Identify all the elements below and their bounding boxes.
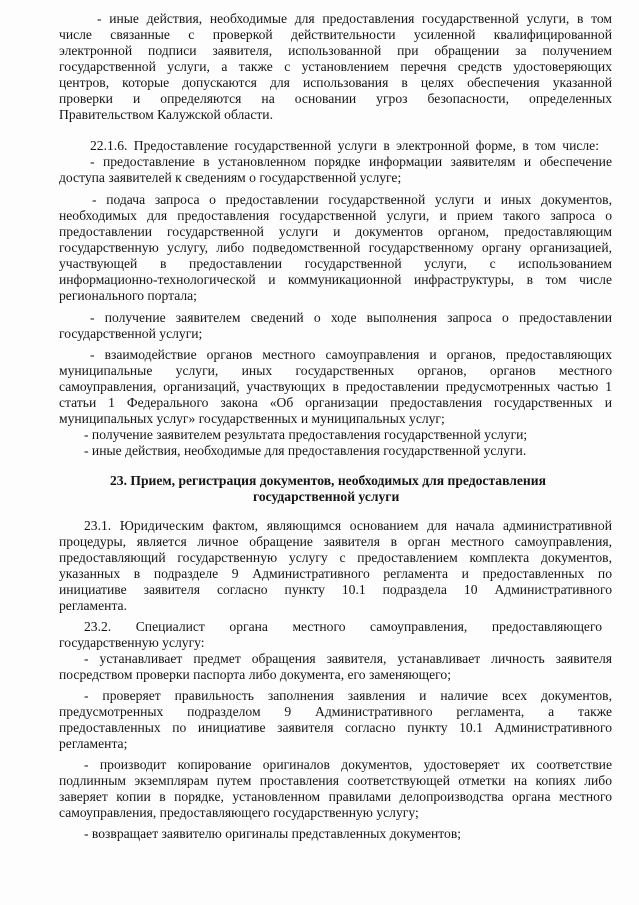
text-line-26: - иные действия, необходимые для предоставления государственной услуги. <box>84 443 527 458</box>
text-line-28: процедуры, является личное обращение заявителя в орган местного самоуправления, <box>59 534 612 549</box>
text-line-21: муниципальные услуги, иных государственных органов, органов местного <box>59 363 612 378</box>
text-line-17: регионального портала; <box>59 288 197 303</box>
text-line-5: центров, которые допускаются для использования в целях обеспечения указанной <box>59 75 612 90</box>
text-line-45: - возвращает заявителю оригиналы представленных документов; <box>84 826 462 841</box>
text-line-18: - получение заявителем сведений о ходе выполнения запроса о предоставлении <box>90 310 612 325</box>
text-line-31: инициативе заявителя согласно пункту 10.1 подраздела 10 Административного <box>59 582 612 597</box>
text-line-10: доступа заявителей к сведениям о государственной услуге; <box>59 170 402 185</box>
text-line-25: - получение заявителем результата предоставления государственной услуги; <box>84 427 528 442</box>
text-line-22: самоуправления, организаций, участвующих в предоставлении предусмотренных частью 1 <box>59 379 612 394</box>
text-line-36: посредством проверки паспорта либо документа, его заменяющего; <box>59 667 451 682</box>
text-line-44: самоуправления, предоставляющего государственную услугу; <box>59 805 419 820</box>
text-line-42: подлинным экземплярам путем проставления соответствующей отметки на копиях либо <box>59 773 612 788</box>
text-line-32: регламента. <box>59 598 127 613</box>
text-line-16: информационно-технологической и коммуникационной инфраструктуры, в том числе <box>59 272 612 287</box>
text-line-19: государственной услуги; <box>59 326 203 341</box>
text-line-38: предусмотренных подразделом 9 Административного регламента, а также <box>59 704 612 719</box>
text-line-12: необходимых для предоставления государственной услуги, и прием такого запроса о <box>59 208 612 223</box>
text-line-43: заверяет копии в порядке, установленном правилами делопроизводства органа местного <box>59 789 612 804</box>
text-line-7: Правительством Калужской области. <box>59 107 273 122</box>
text-line-37: - проверяет правильность заполнения заявления и наличие всех документов, <box>84 688 612 703</box>
text-line-8: 22.1.6. Предоставление государственной услуги в электронной форме, в том числе: <box>90 138 599 153</box>
text-line-11: - подача запроса о предоставлении государственной услуги и иных документов, <box>92 192 612 207</box>
text-line-1: - иные действия, необходимые для предоставления государственной услуги, в том <box>97 11 612 26</box>
text-line-35: - устанавливает предмет обращения заявителя, устанавливает личность заявителя <box>84 651 612 666</box>
text-line-30: указанных в подразделе 9 Административного регламента и предоставленных по <box>59 566 612 581</box>
text-line-33: 23.2. Специалист органа местного самоуправления, предоставляющего <box>84 619 602 634</box>
text-line-29: предоставляющий государственную услугу с предоставлением комплекта документов, <box>59 550 612 565</box>
text-line-4: государственной услуги, а также с установлением перечня средств удостоверяющих <box>59 59 612 74</box>
text-line-20: - взаимодействие органов местного самоуправления и органов, предоставляющих <box>90 347 612 362</box>
text-line-14: государственную услугу, либо подведомственной государственному органу организацией, <box>59 240 612 255</box>
text-line-15: участвующей в предоставлении государственной услуги, с использованием <box>59 256 612 271</box>
section-heading-line-2: государственной услуги <box>253 489 400 504</box>
text-line-24: муниципальных услуг» государственных и муниципальных услуг; <box>59 411 445 426</box>
text-line-23: статьи 1 Федерального закона «Об организации предоставления государственных и <box>59 395 612 410</box>
text-line-41: - производит копирование оригиналов документов, удостоверяет их соответствие <box>84 757 612 772</box>
text-line-6: проверки и определяются на основании угроз безопасности, определенных <box>59 91 612 106</box>
text-line-3: электронной подписи заявителя, использованной при обращении за получением <box>59 43 612 58</box>
text-line-27: 23.1. Юридическим фактом, являющимся основанием для начала административной <box>84 518 612 533</box>
text-line-34: государственную услугу: <box>59 635 205 650</box>
text-line-9: - предоставление в установленном порядке информации заявителям и обеспечение <box>90 154 612 169</box>
section-heading-line-1: 23. Прием, регистрация документов, необходимых для предоставления <box>110 473 546 488</box>
text-line-2: числе связанные с проверкой действительности усиленной квалифицированной <box>59 27 612 42</box>
text-line-13: предоставлении государственной услуги и документов органом, предоставляющим <box>59 224 612 239</box>
text-line-40: регламента; <box>59 736 128 751</box>
text-line-39: предоставленных по инициативе заявителя согласно пункту 10.1 Административного <box>59 720 612 735</box>
